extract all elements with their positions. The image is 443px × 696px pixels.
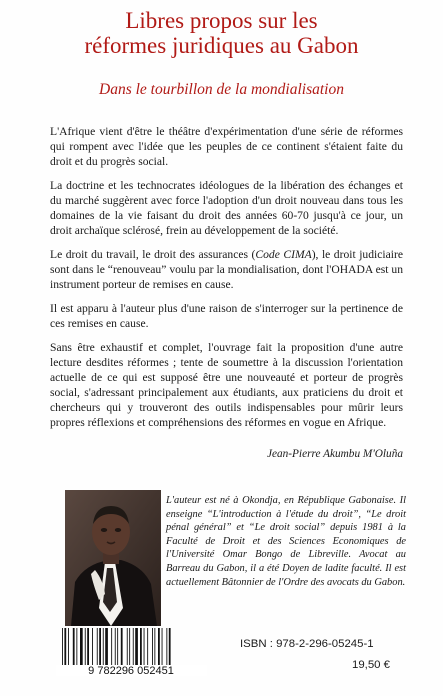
barcode-number: 9 782296 052451: [88, 665, 174, 676]
blurb-paragraph-3: [50, 247, 403, 292]
blurb-paragraph-1: L'Afrique vient d'être le théâtre d'expérimentation d'une série de réformes qui rompent avec l'idée que les peuples de ce continent s'étaient faite du droit et du progrès social.: [50, 125, 403, 168]
blurb-paragraph-5: Sans être exhaustif et complet, l'ouvrage fait la proposition d'une autre lecture desdites réformes ; tente de soumettre à la discussion l'orientation actuelle de ce qui est supposé être une nouveauté et porteur de progrès social, s'adressant principalement aux étudiants, aux praticiens du droit et chercheurs qui y trouveront des outils indispensables pour mûrir leurs propres réflexions et compréhensions des réformes en vogue en Afrique.: [50, 341, 403, 429]
isbn: ISBN : 978-2-296-05245-1: [240, 638, 374, 650]
p3-text-after: ), le droit judiciaire sont dans le “renouveau” voulu par la mondialisation, dont l'OHADA est un instrument porteur de remises en cause.: [50, 248, 403, 291]
title-line-2: réformes juridiques au Gabon: [84, 33, 359, 58]
price: 19,50 €: [352, 659, 391, 671]
blurb-paragraph-4: Il est apparu à l'auteur plus d'une raison de s'interroger sur la pertinence de ces remises en cause.: [50, 302, 403, 330]
barcode: [56, 626, 207, 676]
book-title: [0, 8, 443, 58]
book-subtitle: Dans le tourbillon de la mondialisation: [99, 81, 344, 98]
blurb: [50, 124, 403, 439]
author-photo: [65, 490, 161, 626]
barcode-bars: [56, 626, 207, 676]
p3-text-before: Le droit du travail, le droit des assurances (: [50, 248, 256, 261]
author-portrait-graphic: [65, 490, 161, 626]
title-line-1: Libres propos sur les: [125, 8, 318, 33]
blurb-paragraph-2: La doctrine et les technocrates idéologues de la libération des échanges et du marché suggèrent avec force l'adoption d'un droit nouveau dans tous les domaines de la vie faisant du droit des années 60-70 jusqu'à ce jour, un droit archaïque sclérosé, frein au développement de la société.: [50, 179, 403, 237]
p3-code-cima: Code CIMA: [255, 248, 312, 261]
author-signature: Jean-Pierre Akumbu M'Oluña: [266, 448, 403, 460]
author-biography: L'auteur est né à Okondja, en République Gabonaise. Il enseigne “L'introduction à l'étude du droit”, “Le droit pénal général” et “Le droit social” depuis 1981 à la Faculté de Droit et des Sciences Economiques de l'Université Omar Bongo de Libreville. Avocat au Barreau du Gabon, il a été Doyen de ladite faculté. Il est actuellement Bâtonnier de l'Ordre des avocats du Gabon.: [166, 495, 406, 588]
